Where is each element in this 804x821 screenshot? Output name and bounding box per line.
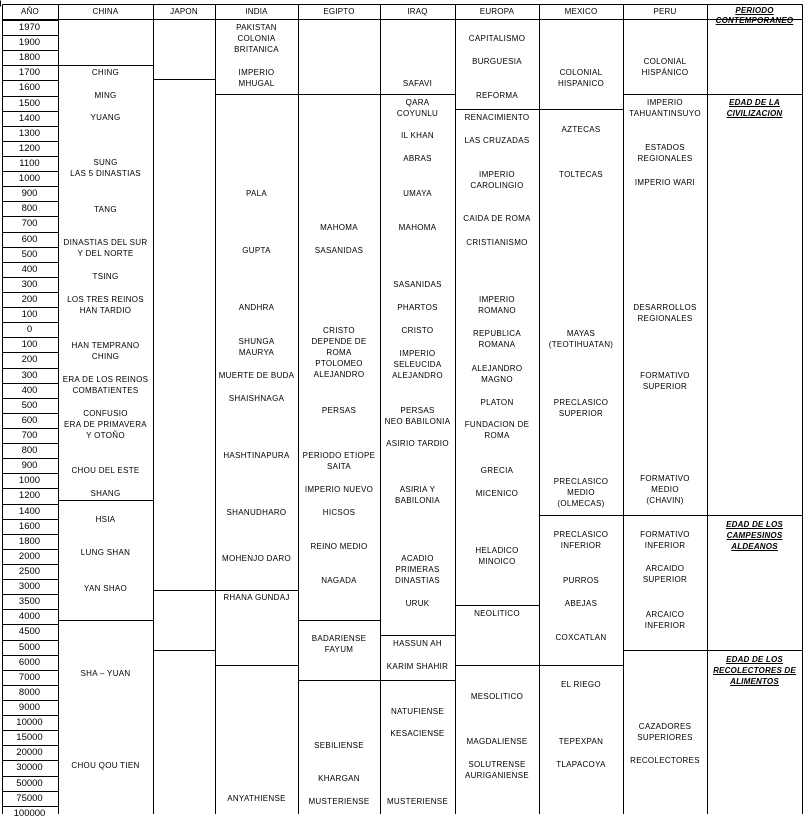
year-cell: 20000 <box>16 747 43 759</box>
india-pala: PALA <box>245 189 268 198</box>
europa-solutrense: SOLUTRENSE AURIGANIENSE <box>464 760 530 780</box>
year-cell: 100 <box>21 339 38 351</box>
europa-mesolitico: MESOLITICO <box>470 692 524 701</box>
china-yuang: YUANG <box>90 113 121 122</box>
year-cell: 1400 <box>18 505 41 517</box>
header-periodo: PERIODO CONTEMPORANEO <box>715 6 794 25</box>
peru-recolectores: RECOLECTORES <box>630 756 700 765</box>
mexico-preclasico-superior: PRECLASICO SUPERIOR <box>553 398 609 418</box>
peru-imperio: IMPERIO TAHUANTINSUYO <box>629 98 701 118</box>
china-shang: SHANG <box>90 489 121 498</box>
egipto-hicsos: HICSOS <box>322 508 356 517</box>
egipto-badariense: BADARIENSE FAYUM <box>311 634 367 654</box>
china-confusio: CONFUSIO ERA DE PRIMAVERA Y OTOÑO <box>64 409 147 440</box>
header-europa: EUROPA <box>479 7 515 16</box>
iraq-mahoma: MAHOMA <box>398 223 437 232</box>
iraq-umaya: UMAYA <box>403 189 432 198</box>
year-cell: 1600 <box>18 82 41 94</box>
egipto-musteriense: MUSTERIENSE <box>308 797 370 806</box>
mexico-colonial: COLONIAL HISPANICO <box>557 68 605 88</box>
year-cell: 7000 <box>18 671 41 683</box>
year-cell: 600 <box>21 414 38 426</box>
india-pakistan: PAKISTAN COLONIA BRITANICA <box>234 23 279 54</box>
egipto-imperio-nuevo: IMPERIO NUEVO <box>304 485 374 494</box>
header-japon: JAPON <box>170 7 198 16</box>
europa-neolitico: NEOLITICO <box>474 609 520 618</box>
peru-desarrollos: DESARROLLOS REGIONALES <box>633 303 697 323</box>
india-andhra: ANDHRA <box>238 303 275 312</box>
mexico-preclasico-inferior: PRECLASICO INFERIOR <box>553 530 609 550</box>
iraq-phartos: PHARTOS <box>397 303 438 312</box>
china-reinos-combatientes: ERA DE LOS REINOS COMBATIENTES <box>62 375 149 395</box>
year-cell: 200 <box>21 354 38 366</box>
europa-burguesia: BURGUESIA <box>472 57 522 66</box>
periodo-recolectores: EDAD DE LOS RECOLECTORES DE ALIMENTOS <box>713 655 796 686</box>
peru-formativo-superior: FORMATIVO SUPERIOR <box>640 371 690 391</box>
year-cell: 4000 <box>18 611 41 623</box>
india-shanudharo: SHANUDHARO <box>226 508 287 517</box>
year-cell: 1600 <box>18 520 41 532</box>
india-rhana: RHANA GUNDAJ <box>223 593 290 602</box>
iraq-persas: PERSAS NEO BABILONIA <box>384 406 451 426</box>
europa-cruzadas: LAS CRUZADAS <box>464 136 530 145</box>
mexico-purros: PURROS <box>562 576 600 585</box>
year-cell: 2000 <box>18 550 41 562</box>
year-cell: 1300 <box>18 127 41 139</box>
egipto-nagada: NAGADA <box>321 576 357 585</box>
egipto-reino-medio: REINO MEDIO <box>310 542 368 551</box>
header-india: INDIA <box>245 7 268 16</box>
europa-micenico: MICENICO <box>475 489 519 498</box>
europa-heladico: HELADICO MINOICO <box>475 546 519 566</box>
china-lung-shan: LUNG SHAN <box>80 548 131 557</box>
peru-wari: IMPERIO WARI <box>634 178 696 187</box>
year-cell: 900 <box>21 460 38 472</box>
year-cell: 30000 <box>16 762 43 774</box>
header-egipto: EGIPTO <box>323 7 355 16</box>
year-cell: 2500 <box>18 565 41 577</box>
iraq-sasanidas: SASANIDAS <box>393 280 442 289</box>
year-cell: 9000 <box>18 701 41 713</box>
mexico-tlapacoya: TLAPACOYA <box>556 760 606 769</box>
year-cell: 1800 <box>18 535 41 547</box>
year-cell: 1200 <box>18 142 41 154</box>
year-cell: 200 <box>21 293 38 305</box>
header-iraq: IRAQ <box>407 7 428 16</box>
mexico-tepexpan: TEPEXPAN <box>558 737 604 746</box>
year-cell: 1900 <box>18 37 41 49</box>
iraq-musteriense: MUSTERIENSE <box>386 797 449 806</box>
year-cell: 1400 <box>18 112 41 124</box>
peru-formativo-medio: FORMATIVO MEDIO (CHAVIN) <box>640 474 690 505</box>
china-chou-qou-tien: CHOU QOU TIEN <box>71 761 140 770</box>
china-dinastias: DINASTIAS DEL SUR Y DEL NORTE <box>63 238 148 258</box>
year-cell: 300 <box>21 369 38 381</box>
india-muerte-buda: MUERTE DE BUDA <box>218 371 295 380</box>
year-cell: 3500 <box>18 596 41 608</box>
europa-cristianismo: CRISTIANISMO <box>466 238 528 247</box>
iraq-abras: ABRAS <box>403 154 432 163</box>
periodo-civilizacion: EDAD DE LA CIVILIZACION <box>726 98 783 118</box>
europa-imperio-romano: IMPERIO ROMANO <box>478 295 516 315</box>
mexico-abejas: ABEJAS <box>564 599 598 608</box>
europa-caida-roma: CAIDA DE ROMA <box>463 214 531 223</box>
china-ming: MING <box>94 91 117 100</box>
india-imperio-mhugal: IMPERIO MHUGAL <box>238 68 275 88</box>
iraq-asirio-tardio: ASIRIO TARDIO <box>386 439 449 448</box>
china-sha-yuan: SHA – YUAN <box>80 669 131 678</box>
iraq-qara: QARA COYUNLU <box>396 98 439 118</box>
europa-reforma: REFORMA <box>475 91 519 100</box>
china-yan-shao: YAN SHAO <box>83 584 128 593</box>
europa-fundacion: FUNDACION DE ROMA <box>464 420 530 440</box>
year-cell: 1800 <box>18 52 41 64</box>
year-cell: 0 <box>26 324 33 336</box>
peru-arcaico-inferior: ARCAICO INFERIOR <box>644 610 686 630</box>
china-tsing: TSING <box>92 272 119 281</box>
year-cell: 1200 <box>18 490 41 502</box>
year-cell: 4500 <box>18 626 41 638</box>
peru-formativo-inferior: FORMATIVO INFERIOR <box>640 530 690 550</box>
india-anyathiense: ANYATHIENSE <box>227 794 286 803</box>
iraq-uruk: URUK <box>405 599 430 608</box>
europa-magdaliense: MAGDALIENSE <box>466 737 528 746</box>
china-tang: TANG <box>94 205 117 214</box>
egipto-persas: PERSAS <box>321 406 357 415</box>
year-cell: 400 <box>21 263 38 275</box>
india-hashtinapura: HASHTINAPURA <box>223 451 290 460</box>
india-mohenjo: MOHENJO DARO <box>222 554 291 563</box>
mexico-el-riego: EL RIEGO <box>561 680 601 689</box>
europa-renacimiento: RENACIMIENTO <box>464 113 530 122</box>
year-cell: 5000 <box>18 641 41 653</box>
china-chou-este: CHOU DEL ESTE <box>71 466 140 475</box>
mexico-toltecas: TOLTECAS <box>559 170 603 179</box>
header-mexico: MEXICO <box>564 7 598 16</box>
egipto-sebiliense: SEBILIENSE <box>314 741 364 750</box>
year-cell: 300 <box>21 278 38 290</box>
year-cell: 3000 <box>18 581 41 593</box>
year-cell: 1000 <box>18 173 41 185</box>
egipto-sasanidas: SASANIDAS <box>314 246 364 255</box>
peru-cazadores: CAZADORES SUPERIORES <box>637 722 693 742</box>
china-sung: SUNG LAS 5 DINASTIAS <box>70 158 141 178</box>
year-cell: 500 <box>21 248 38 260</box>
year-cell: 1100 <box>19 157 40 169</box>
peru-arcaico-superior: ARCAIDO SUPERIOR <box>642 564 688 584</box>
india-shunga: SHUNGA MAURYA <box>238 337 275 357</box>
europa-grecia: GRECIA <box>480 466 514 475</box>
iraq-safavi: SAFAVI <box>402 79 433 88</box>
year-cell: 700 <box>21 429 38 441</box>
header-year: AÑO <box>21 7 39 16</box>
year-cell: 1970 <box>18 22 41 33</box>
europa-carolingio: IMPERIO CAROLINGIO <box>470 170 524 190</box>
year-cell: 75000 <box>16 792 43 804</box>
egipto-cristo: CRISTO DEPENDE DE ROMA PTOLOMEO ALEJANDRO <box>311 326 367 379</box>
mexico-mayas: MAYAS (TEOTIHUATAN) <box>548 329 614 349</box>
year-cell: 900 <box>21 188 38 200</box>
year-cell: 100000 <box>13 807 46 819</box>
year-cell: 1000 <box>18 475 41 487</box>
mexico-preclasico-medio: PRECLASICO MEDIO (OLMECAS) <box>553 477 609 508</box>
year-cell: 15000 <box>16 732 43 744</box>
year-cell: 1500 <box>18 97 41 109</box>
europa-republica: REPUBLICA ROMANA <box>472 329 522 349</box>
europa-platon: PLATON <box>480 398 514 407</box>
iraq-asiria: ASIRIA Y BABILONIA <box>395 485 440 505</box>
india-gupta: GUPTA <box>242 246 271 255</box>
iraq-natufiense: NATUFIENSE <box>390 707 445 716</box>
europa-capitalismo: CAPITALISMO <box>468 34 526 43</box>
year-cell: 700 <box>21 218 38 230</box>
periodo-campesinos: EDAD DE LOS CAMPESINOS ALDEANOS <box>726 520 783 551</box>
year-cell: 8000 <box>18 686 41 698</box>
year-cell: 800 <box>21 445 38 457</box>
year-cell: 800 <box>21 203 38 215</box>
egipto-khargan: KHARGAN <box>318 774 360 783</box>
iraq-il-khan: IL KHAN <box>401 131 434 140</box>
china-tres-reinos: LOS TRES REINOS HAN TARDIO <box>67 295 144 315</box>
year-cell: 50000 <box>16 777 43 789</box>
peru-estados: ESTADOS REGIONALES <box>637 143 693 163</box>
year-cell: 100 <box>21 309 38 321</box>
peru-colonial: COLONIAL HISPÁNICO <box>641 57 689 77</box>
iraq-hassunah: HASSUN AH <box>393 639 442 648</box>
china-ching: CHING <box>91 68 120 77</box>
egipto-mahoma: MAHOMA <box>320 223 358 232</box>
year-cell: 1700 <box>18 67 41 79</box>
year-cell: 400 <box>21 384 38 396</box>
iraq-imperio-seleucida: IMPERIO SELEUCIDA ALEJANDRO <box>392 349 443 380</box>
mexico-coxcatlan: COXCATLAN <box>555 633 607 642</box>
iraq-karim: KARIM SHAHIR <box>386 662 449 671</box>
india-shaishnaga: SHAISHNAGA <box>228 394 285 403</box>
europa-alejandro: ALEJANDRO MAGNO <box>471 364 523 384</box>
mexico-aztecas: AZTECAS <box>561 125 601 134</box>
iraq-kesaciense: KESACIENSE <box>390 729 445 738</box>
year-cell: 500 <box>21 399 38 411</box>
year-cell: 6000 <box>18 656 41 668</box>
iraq-acadio: ACADIO PRIMERAS DINASTIAS <box>395 554 440 585</box>
china-han-temprano: HAN TEMPRANO CHING <box>71 341 140 361</box>
iraq-cristo: CRISTO <box>401 326 434 335</box>
header-china: CHINA <box>92 7 119 16</box>
year-cell: 600 <box>21 233 38 245</box>
header-peru: PERU <box>653 7 677 16</box>
egipto-periodo-etiope: PERIODO ETIOPE SAITA <box>302 451 376 471</box>
china-hsia: HSIA <box>95 515 116 524</box>
year-cell: 10000 <box>16 717 43 729</box>
